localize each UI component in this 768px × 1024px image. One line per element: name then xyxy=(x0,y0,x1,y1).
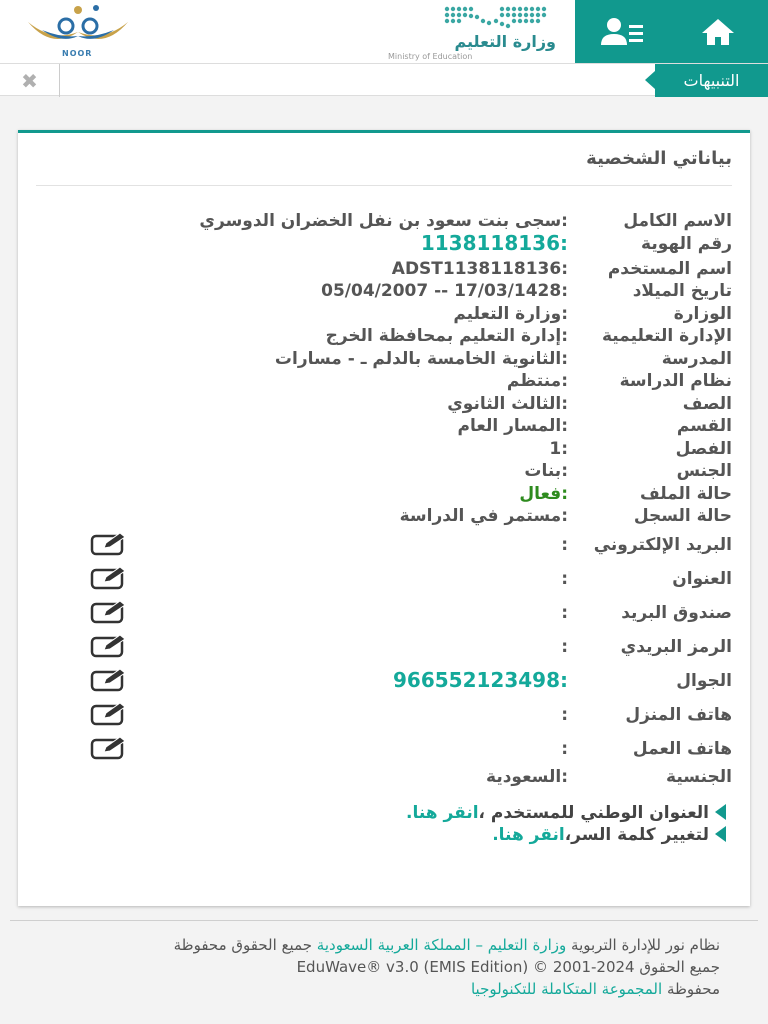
field-value: :بنات xyxy=(524,461,568,481)
arrow-left-icon xyxy=(715,804,726,820)
home-button[interactable] xyxy=(668,0,768,63)
footer-company-link[interactable]: المجموعة المتكاملة للتكنولوجيا xyxy=(470,980,663,998)
field-value: :السعودية xyxy=(486,767,568,787)
field-value: : xyxy=(561,705,568,725)
field-label: اسم المستخدم xyxy=(607,259,732,279)
field-username xyxy=(38,259,732,281)
field-value: :مستمر في الدراسة xyxy=(399,506,568,526)
ministry-name-arabic: وزارة التعليم xyxy=(454,32,556,51)
field-value: :17/03/1428 -- 05/04/2007 xyxy=(321,281,568,301)
field-file-status xyxy=(38,484,732,506)
field-record-status xyxy=(38,506,732,528)
field-label: الاسم الكامل xyxy=(623,211,732,231)
footer-divider xyxy=(10,920,758,921)
field-value: : xyxy=(561,569,568,589)
field-ministry xyxy=(38,304,732,326)
field-label: الإدارة التعليمية xyxy=(601,326,732,346)
field-label: الجنس xyxy=(676,461,732,481)
field-education-department xyxy=(38,326,732,348)
field-label: هاتف العمل xyxy=(632,739,732,759)
national-address-text: العنوان الوطني للمستخدم ، xyxy=(478,803,709,823)
change-password-row xyxy=(492,825,726,845)
home-icon xyxy=(700,17,736,47)
arrow-left-icon xyxy=(715,826,726,842)
user-list-button[interactable] xyxy=(575,0,668,63)
field-label: الصف xyxy=(682,394,732,414)
field-value: :منتظم xyxy=(506,371,568,391)
ministry-name-english: Ministry of Education xyxy=(388,52,473,61)
top-header xyxy=(0,0,768,63)
field-label: الوزارة xyxy=(673,304,732,324)
field-label: العنوان xyxy=(672,569,732,589)
notifications-tab[interactable]: التنبيهات xyxy=(655,64,768,97)
field-label: صندوق البريد xyxy=(621,603,732,623)
field-value: :الثانوية الخامسة بالدلم ـ - مسارات xyxy=(274,349,568,369)
footer xyxy=(40,934,720,1000)
field-label: الرمز البريدي xyxy=(620,637,732,657)
field-value: :1138118136 xyxy=(420,231,568,255)
close-icon[interactable]: ✖ xyxy=(0,64,60,97)
edit-icon[interactable] xyxy=(90,565,128,591)
field-value: : xyxy=(561,603,568,623)
edit-icon[interactable] xyxy=(90,531,128,557)
field-value: :الثالث الثانوي xyxy=(447,394,568,414)
field-home-phone xyxy=(38,705,732,727)
change-password-text: لتغيير كلمة السر، xyxy=(564,825,709,845)
divider xyxy=(36,185,732,186)
ministry-logo xyxy=(386,4,556,60)
field-label: الفصل xyxy=(675,439,732,459)
noor-logo xyxy=(22,2,134,60)
noor-label: NOOR xyxy=(62,49,93,58)
footer-rights: جميع الحقوق محفوظة xyxy=(173,936,313,954)
field-label: المدرسة xyxy=(661,349,732,369)
field-work-phone xyxy=(38,739,732,761)
footer-line-3 xyxy=(40,978,720,1000)
field-value: :1 xyxy=(549,439,568,459)
edit-icon[interactable] xyxy=(90,701,128,727)
field-postal-code xyxy=(38,637,732,659)
field-value: :إدارة التعليم بمحافظة الخرج xyxy=(325,326,568,346)
field-label: الجنسية xyxy=(666,767,732,787)
field-label: حالة السجل xyxy=(633,506,732,526)
edit-icon[interactable] xyxy=(90,735,128,761)
field-grade xyxy=(38,394,732,416)
footer-system-name: نظام نور للإدارة التربوية xyxy=(571,936,720,954)
national-address-link[interactable]: انقر هنا. xyxy=(406,803,479,823)
field-label: الجوال xyxy=(676,671,732,691)
field-value: :ADST1138118136 xyxy=(391,259,568,279)
field-address xyxy=(38,569,732,591)
field-value: :وزارة التعليم xyxy=(453,304,568,324)
footer-reserved: محفوظة xyxy=(666,980,720,998)
field-value: :المسار العام xyxy=(457,416,568,436)
field-mobile xyxy=(38,668,732,693)
field-birth-date xyxy=(38,281,732,303)
field-value: :966552123498 xyxy=(393,668,568,692)
personal-info-card xyxy=(18,130,750,906)
edit-icon[interactable] xyxy=(90,667,128,693)
field-value: :فعال xyxy=(519,484,568,504)
footer-line-2: جميع الحقوق 2024-2001 © EduWave® v3.0 (EMIS Edition) xyxy=(296,958,720,976)
field-email xyxy=(38,535,732,557)
national-address-row xyxy=(406,803,726,823)
field-label: القسم xyxy=(676,416,732,436)
edit-icon[interactable] xyxy=(90,599,128,625)
field-label: هاتف المنزل xyxy=(625,705,732,725)
field-class xyxy=(38,439,732,461)
field-value: : xyxy=(561,535,568,555)
field-label: رقم الهوية xyxy=(641,234,732,254)
field-value: : xyxy=(561,637,568,657)
field-label: نظام الدراسة xyxy=(619,371,732,391)
field-value: : xyxy=(561,739,568,759)
field-full-name xyxy=(38,211,732,233)
footer-ministry-link[interactable]: وزارة التعليم – المملكة العربية السعودية xyxy=(316,936,567,954)
user-list-icon xyxy=(599,17,645,47)
change-password-link[interactable]: انقر هنا. xyxy=(492,825,565,845)
field-section xyxy=(38,416,732,438)
field-nationality xyxy=(38,767,732,789)
field-gender xyxy=(38,461,732,483)
edit-icon[interactable] xyxy=(90,633,128,659)
field-study-system xyxy=(38,371,732,393)
notifications-bar xyxy=(0,63,768,96)
field-label: البريد الإلكتروني xyxy=(593,535,732,555)
field-id-number xyxy=(38,231,732,256)
footer-line-1 xyxy=(40,934,720,956)
field-po-box xyxy=(38,603,732,625)
card-title: بياناتي الشخصية xyxy=(586,148,732,169)
field-value: :سجى بنت سعود بن نفل الخضران الدوسري xyxy=(199,211,568,231)
field-school xyxy=(38,349,732,371)
ministry-emblem-icon xyxy=(442,4,552,32)
field-label: حالة الملف xyxy=(639,484,732,504)
field-label: تاريخ الميلاد xyxy=(632,281,732,301)
noor-emblem-icon xyxy=(22,2,134,50)
